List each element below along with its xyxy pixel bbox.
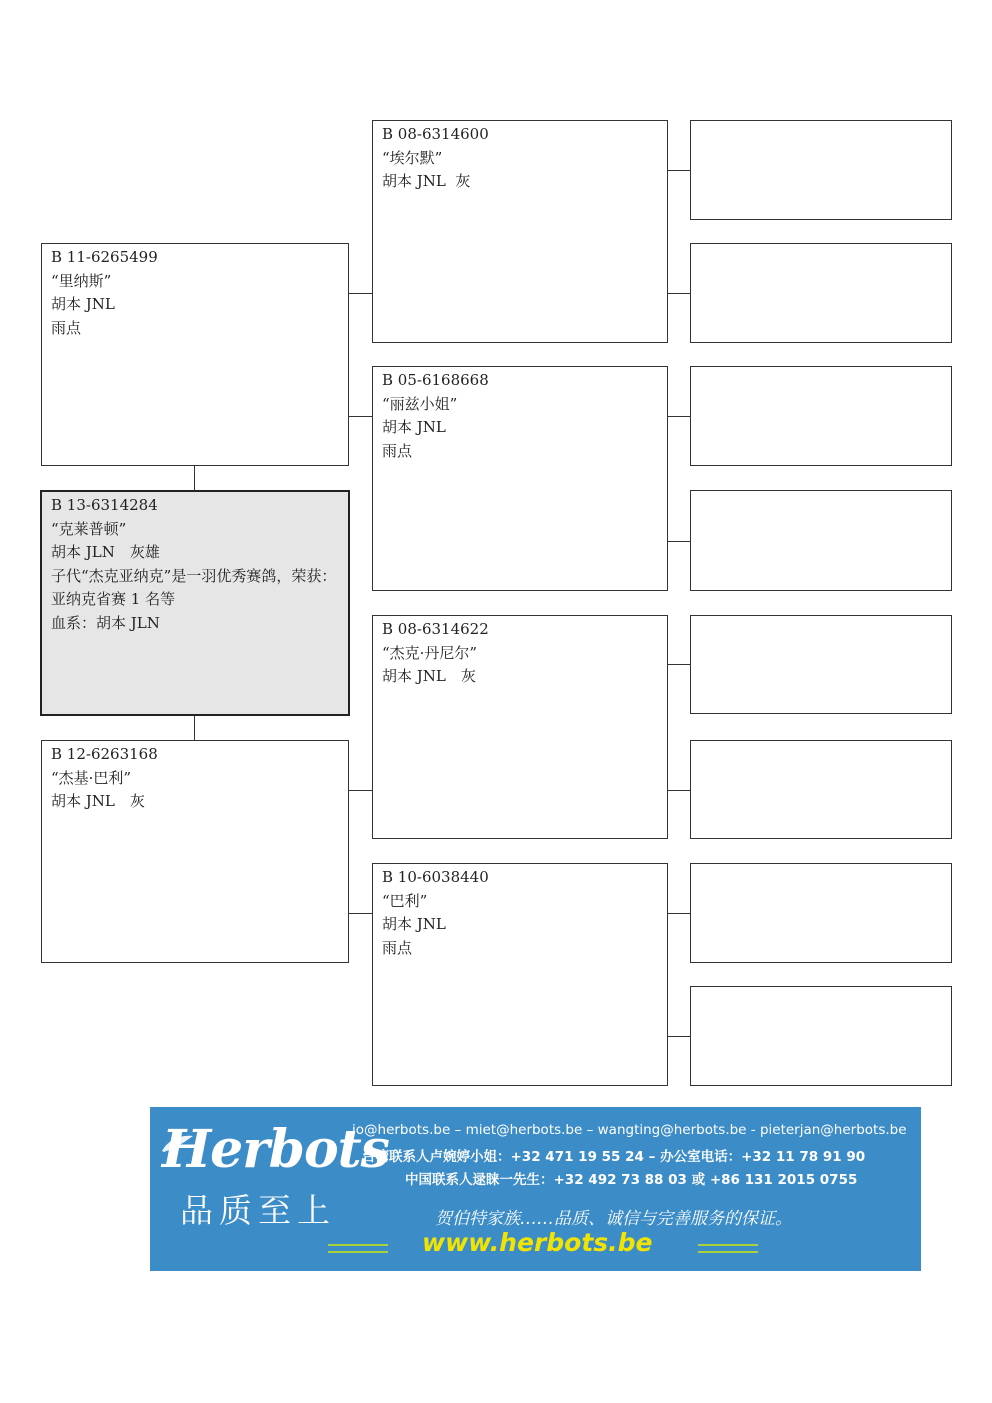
ancestor-box-empty [690, 490, 952, 591]
dam-line: 胡本 JNL 灰 [51, 792, 145, 810]
sire-dam-box [372, 366, 668, 591]
sire-dam-name: “丽兹小姐” [382, 394, 458, 413]
sire-dam-color: 雨点 [382, 441, 413, 460]
sire-sire-name: “埃尔默” [382, 148, 443, 167]
dam-dam-ring: B 10-6038440 [382, 868, 489, 886]
subject-box [40, 490, 350, 716]
ancestor-box-empty [690, 615, 952, 714]
dam-dam-box [372, 863, 668, 1086]
connector [668, 541, 690, 542]
connector [194, 716, 195, 740]
dam-ring: B 12-6263168 [51, 745, 158, 763]
herbots-logo: Herbots [162, 1119, 389, 1180]
ancestor-box-empty [690, 740, 952, 839]
ancestor-box-empty [690, 120, 952, 220]
connector [349, 790, 372, 791]
banner-emails: jo@herbots.be – miet@herbots.be – wangting@herbots.be - pieterjan@herbots.be [352, 1122, 907, 1138]
banner-slogan: 品质至上 [180, 1191, 336, 1230]
ancestor-box-empty [690, 986, 952, 1086]
banner-taiwan-contact: 台湾联系人卢婉婷小姐：+32 471 19 55 24 – 办公室电话：+32 11 78 91 90 [362, 1149, 866, 1165]
connector [668, 170, 690, 171]
sire-color: 雨点 [51, 318, 82, 337]
connector [194, 466, 195, 490]
ancestor-box-empty [690, 863, 952, 963]
herbots-banner [150, 1107, 921, 1271]
dam-sire-line: 胡本 JNL 灰 [382, 667, 476, 685]
sire-dam-ring: B 05-6168668 [382, 371, 489, 389]
subject-note1: 子代“杰克亚纳克”是一羽优秀赛鸽，荣获： [51, 566, 337, 585]
banner-tagline: 贺伯特家族……品质、诚信与完善服务的保证。 [435, 1209, 792, 1229]
dam-dam-line: 胡本 JNL [382, 915, 446, 933]
ancestor-box-empty [690, 366, 952, 466]
dam-dam-color: 雨点 [382, 938, 413, 957]
connector [668, 790, 690, 791]
dam-sire-box [372, 615, 668, 839]
sire-sire-line: 胡本 JNL 灰 [382, 172, 471, 190]
banner-china-contact: 中国联系人逯睐一先生：+32 492 73 88 03 或 +86 131 2015 0755 [405, 1172, 858, 1188]
subject-name: “克莱普顿” [51, 519, 127, 538]
sire-name: “里纳斯” [51, 271, 112, 290]
dam-sire-name: “杰克·丹尼尔” [382, 643, 478, 662]
subject-note3: 血系：胡本 JLN [51, 613, 160, 632]
connector [349, 913, 372, 914]
sire-sire-ring: B 08-6314600 [382, 125, 489, 143]
connector [668, 416, 690, 417]
decorative-divider [698, 1244, 758, 1253]
sire-ring: B 11-6265499 [51, 248, 158, 266]
connector [668, 293, 690, 294]
connector [668, 913, 690, 914]
ancestor-box-empty [690, 243, 952, 343]
dam-name: “杰基·巴利” [51, 768, 132, 787]
connector [668, 1036, 690, 1037]
banner-website-link[interactable]: www.herbots.be [422, 1228, 653, 1257]
subject-line: 胡本 JLN 灰雄 [51, 543, 160, 561]
connector [668, 664, 690, 665]
sire-line: 胡本 JNL [51, 295, 115, 313]
dam-dam-name: “巴利” [382, 891, 428, 910]
subject-ring: B 13-6314284 [51, 496, 158, 514]
dam-sire-ring: B 08-6314622 [382, 620, 489, 638]
sire-sire-box [372, 120, 668, 343]
sire-box [41, 243, 349, 466]
connector [349, 293, 372, 294]
connector [349, 416, 372, 417]
subject-note2: 亚纳克省赛 1 名等 [51, 590, 176, 608]
decorative-divider [328, 1244, 388, 1253]
sire-dam-line: 胡本 JNL [382, 418, 446, 436]
dam-box [41, 740, 349, 963]
